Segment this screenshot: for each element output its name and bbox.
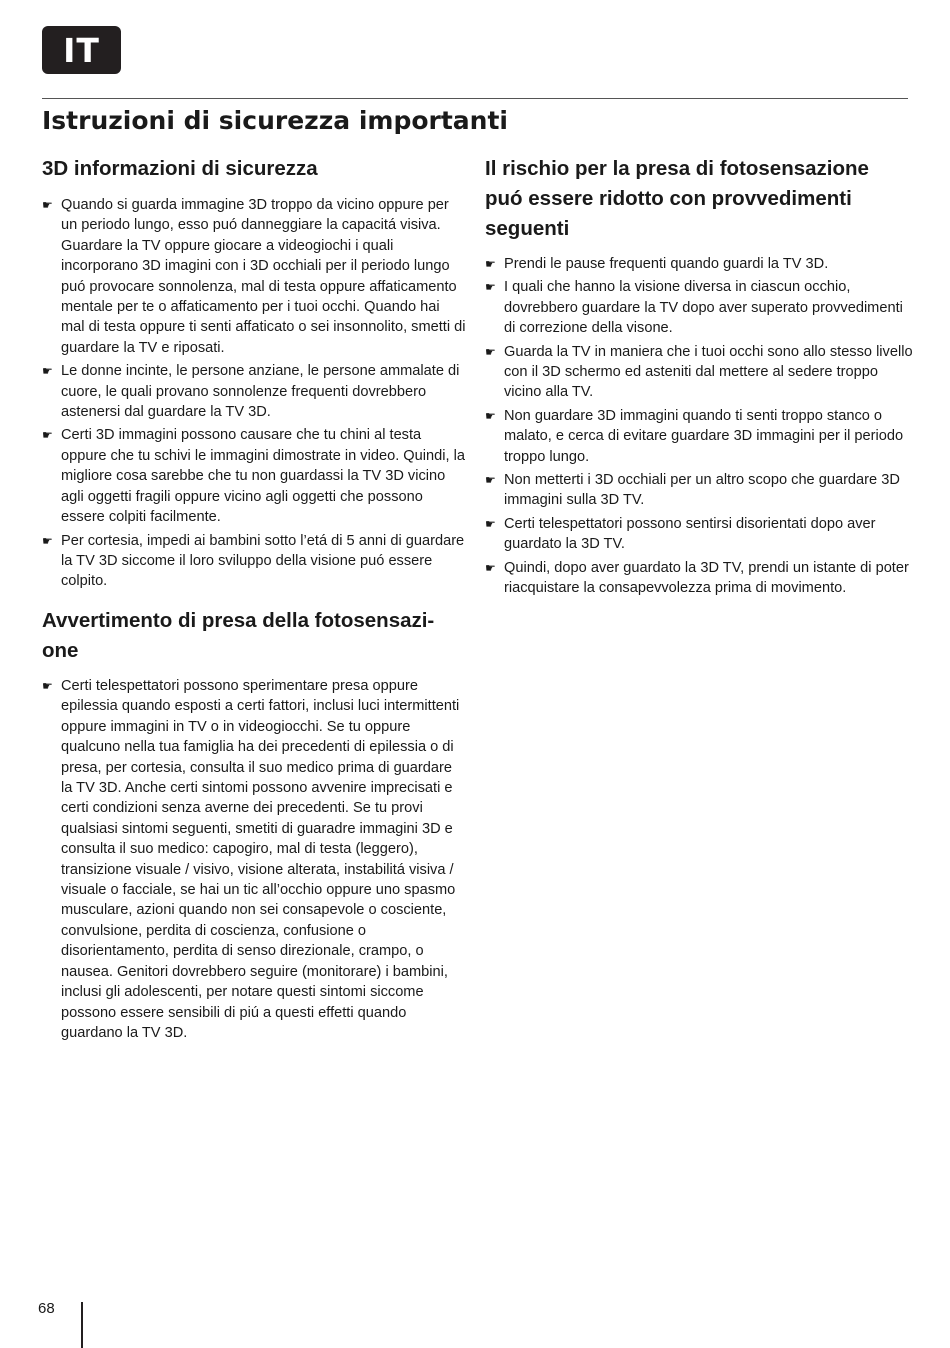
list-risk-reduction (485, 254, 913, 602)
list-item-text: Certi telespettatori possono sentirsi disorientati dopo aver guardato la 3D TV. (504, 515, 876, 553)
page-number: 68 (38, 1300, 55, 1317)
list-item-text: Prendi le pause frequenti quando guardi la TV 3D. (504, 256, 829, 272)
section-heading-photosensitive-warning (42, 606, 482, 666)
list-item-text: Non metterti i 3D occhiali per un altro scopo che guardare 3D immagini sulla 3D TV. (504, 472, 900, 509)
heading-line: one (42, 639, 79, 662)
pointing-hand-icon: ☛ (485, 473, 496, 488)
pointing-hand-icon: ☛ (485, 516, 496, 531)
list-item-text: Quando si guarda immagine 3D troppo da vicino oppure per un periodo lungo, esso puó danneggiare la capacitá visiva. Guardare la TV oppure giocare a videogiochi i quali incorporano 3D imagini con i 3D occhiali per il periodo lungo puó provocare sonnolenza, mal di testa oppure affaticamento mentale per te o affaticamento per i tuoi occhi. Quando hai mal di testa oppure ti senti affaticato o sei insonnolito, smetti di guardare la TV e riposati. (61, 197, 466, 356)
list-item (485, 406, 913, 467)
list-item (485, 470, 913, 511)
heading-line: Avvertimento di presa della fotosensazi- (42, 609, 435, 632)
list-item-text: Per cortesia, impedi ai bambini sotto l’etá di 5 anni di guardare la TV 3D siccome il loro sviluppo della visione puó essere colpito. (61, 532, 465, 590)
list-item (485, 342, 913, 403)
pointing-hand-icon: ☛ (485, 257, 496, 271)
list-item (485, 514, 913, 555)
list-item (485, 558, 913, 599)
language-badge (42, 26, 121, 74)
page-title: Istruzioni di sicurezza importanti (42, 106, 508, 135)
list-item-text: I quali che hanno la visione diversa in ciascun occhio, dovrebbero guardare la TV dopo aver superato provvedimenti di correzione della visone. (504, 279, 903, 337)
pointing-hand-icon: ☛ (485, 408, 496, 423)
section-heading-3d-safety: 3D informazioni di sicurezza (42, 157, 318, 180)
list-item (42, 676, 466, 1043)
list-item (42, 531, 466, 592)
list-item-text: Non guardare 3D immagini quando ti senti troppo stanco o malato, e cerca di evitare guardare 3D immagini per il periodo troppo lungo. (504, 407, 904, 465)
list-item (42, 195, 466, 358)
pointing-hand-icon: ☛ (42, 533, 53, 548)
pointing-hand-icon: ☛ (42, 679, 53, 693)
pointing-hand-icon: ☛ (485, 344, 496, 359)
list-item (42, 361, 466, 422)
list-item-text: Le donne incinte, le persone anziane, le persone ammalate di cuore, le quali provano sonnolenze frequenti dovrebbero astenersi dal guardare la TV 3D. (61, 363, 460, 421)
language-badge-label: IT (63, 30, 100, 70)
pointing-hand-icon: ☛ (42, 364, 53, 379)
list-3d-safety (42, 195, 466, 595)
list-item (485, 254, 913, 274)
heading-line: seguenti (485, 217, 570, 240)
list-item (42, 425, 466, 527)
section-heading-risk-reduction (485, 154, 913, 244)
pointing-hand-icon: ☛ (485, 280, 496, 295)
pointing-hand-icon: ☛ (485, 560, 496, 575)
pointing-hand-icon: ☛ (42, 428, 53, 443)
heading-line: Il rischio per la presa di fotosensazione (485, 157, 869, 180)
list-item-text: Certi 3D immagini possono causare che tu chini al testa oppure che tu schivi le immagini dimostrate in video. Quindi, la migliore cosa sarebbe che tu non guardassi la TV 3D vicino agli oggetti fragili oppure vicino agli oggetti che possono essere colpiti facilmente. (61, 427, 465, 526)
list-photosensitive-warning (42, 676, 466, 1046)
list-item-text: Certi telespettatori possono sperimentare presa oppure epilessia quando esposti a certi fattori, inclusi luci intermittenti oppure immagini in TV o in videogiocchi. Se tu oppure qualcuno nella tua famiglia ha dei precedenti di epilessia o di presa, per cortesia, consulta il suo medico prima di guardare la TV 3D. Anche certi sintomi possono avvenire imprecisati e certi condizioni senza averne dei precedenti. Se tu provi qualsiasi sintomi seguenti, smetiti di guaradre immagini 3D e consulta il suo medico: capogiro, mal di testa (leggero), transizione visuale / visivo, visione alterata, instabilitá visiva / visuale o facciale, se hai un tic all’occhio oppure uno spasmo musculare, azioni quando non sei consapevole o cosciente, convulsione, perdita di coscienza, confusione o disorientamento, perdita di senso direzionale, crampo, o nausea. Genitori dovrebbero seguire (monitorare) i bambini, inclusi gli adolescenti, per notare questi sintomi siccome possono essere sensibili di piú a questi effetti quando guardano la TV 3D. (61, 678, 460, 1041)
list-item-text: Quindi, dopo aver guardato la 3D TV, prendi un istante di poter riacquistare la consapevvolezza prima di movimento. (504, 559, 909, 597)
pointing-hand-icon: ☛ (42, 198, 53, 212)
footer-rule (81, 1302, 83, 1348)
list-item-text: Guarda la TV in maniera che i tuoi occhi sono allo stesso livello con il 3D schermo ed asteniti dal mettere al sedere troppo vicino alla TV. (504, 343, 913, 401)
heading-line: puó essere ridotto con provvedimenti (485, 187, 852, 210)
header-rule (42, 98, 908, 99)
list-item (485, 277, 913, 338)
